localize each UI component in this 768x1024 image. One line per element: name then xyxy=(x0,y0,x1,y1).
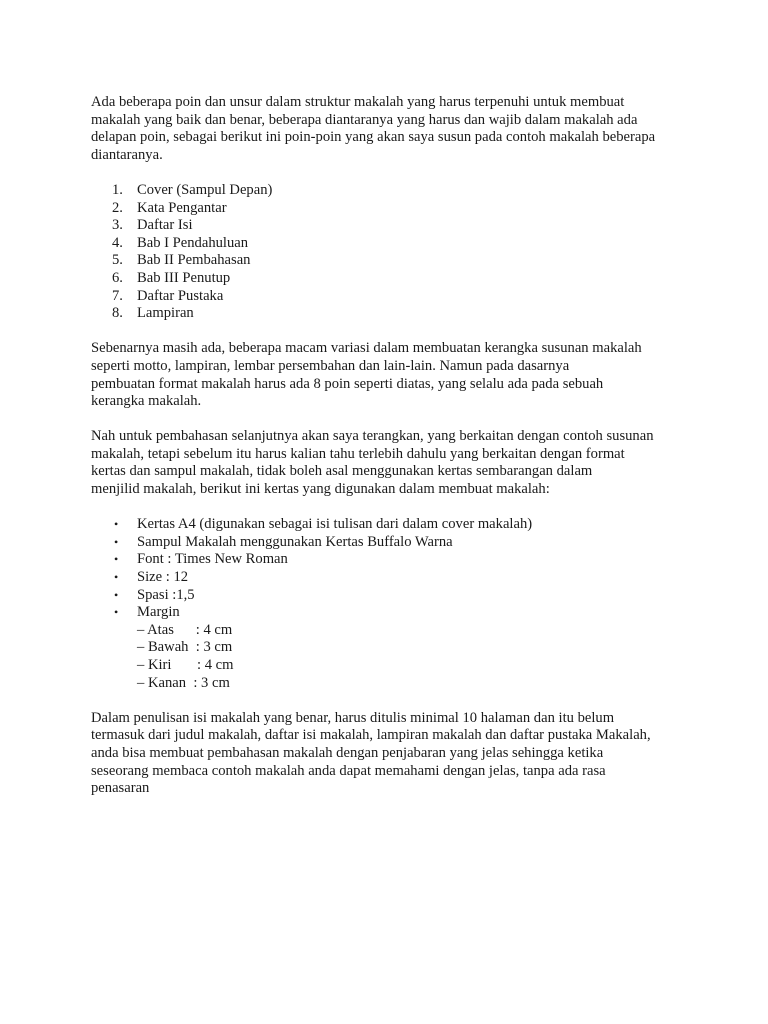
list-item xyxy=(91,604,688,622)
list-item xyxy=(91,270,688,288)
list-item-text: Lampiran xyxy=(137,305,194,322)
structure-list xyxy=(91,182,688,323)
list-item xyxy=(91,587,688,605)
bullet-icon: • xyxy=(114,517,119,532)
text-line: menjilid makalah, berikut ini kertas yang digunakan dalam membuat makalah: xyxy=(91,481,550,498)
margin-item: – Bawah : 3 cm xyxy=(137,639,233,656)
list-number: 5. xyxy=(112,252,123,269)
variation-paragraph xyxy=(91,340,688,410)
bullet-icon: • xyxy=(114,587,119,602)
list-item-text: Bab I Pendahuluan xyxy=(137,234,249,251)
list-item-text: Kata Pengantar xyxy=(137,199,227,216)
margin-item: – Atas : 4 cm xyxy=(137,621,233,638)
list-item xyxy=(91,305,688,323)
list-number: 7. xyxy=(112,287,123,304)
text-line: kerangka makalah. xyxy=(91,393,202,410)
list-number: 8. xyxy=(112,305,123,322)
margin-item: – Kiri : 4 cm xyxy=(137,657,234,673)
list-number: 2. xyxy=(112,199,123,216)
list-item xyxy=(91,288,688,306)
list-item-text: Cover (Sampul Depan) xyxy=(137,181,273,198)
bullet-icon: • xyxy=(114,552,119,567)
text-line: Nah untuk pembahasan selanjutnya akan saya terangkan, yang berkaitan dengan contoh susunan xyxy=(91,428,654,445)
text-line: pembuatan format makalah harus ada 8 poin seperti diatas, yang selalu ada pada sebuah xyxy=(91,375,604,392)
text-line: diantaranya. xyxy=(91,146,163,163)
text-line: Sebenarnya masih ada, beberapa macam variasi dalam membuatan kerangka susunan makalah xyxy=(91,340,642,357)
text-line: seperti motto, lampiran, lembar persembahan dan lain-lain. Namun pada dasarnya xyxy=(91,357,570,374)
list-item-text: Daftar Pustaka xyxy=(137,287,224,304)
list-item-text: Font : Times New Roman xyxy=(137,551,288,568)
list-item xyxy=(91,516,688,534)
closing-paragraph xyxy=(91,710,688,798)
format-paragraph xyxy=(91,428,688,498)
list-number: 4. xyxy=(112,234,123,251)
margin-item: – Kanan : 3 cm xyxy=(137,674,230,691)
list-item xyxy=(91,217,688,235)
text-line: Dalam penulisan isi makalah yang benar, harus ditulis minimal 10 halaman dan itu belum xyxy=(91,709,615,726)
list-item-text: Size : 12 xyxy=(137,569,189,586)
list-item xyxy=(91,235,688,253)
list-item-text: Kertas A4 (digunakan sebagai isi tulisan dari dalam cover makalah) xyxy=(137,516,533,533)
list-number: 6. xyxy=(112,269,123,286)
list-item-text: Spasi :1,5 xyxy=(137,586,195,603)
list-item-text: Sampul Makalah menggunakan Kertas Buffalo Warna xyxy=(137,533,453,550)
bullet-icon: • xyxy=(114,570,119,585)
text-line: makalah yang baik dan benar, beberapa diantaranya yang harus dan wajib dalam makalah ada xyxy=(91,111,638,128)
list-item-text: Bab III Penutup xyxy=(137,269,231,286)
list-item xyxy=(91,551,688,569)
list-number: 3. xyxy=(112,217,123,234)
text-line: anda bisa membuat pembahasan makalah dengan penjabaran yang jelas sehingga ketika xyxy=(91,744,604,761)
list-item xyxy=(91,534,688,552)
list-item xyxy=(91,252,688,270)
bullet-icon: • xyxy=(114,605,119,620)
text-line: Ada beberapa poin dan unsur dalam struktur makalah yang harus terpenuhi untuk membuat xyxy=(91,94,625,110)
text-line: penasaran xyxy=(91,780,150,797)
list-item-text: Daftar Isi xyxy=(137,217,193,234)
list-item-text: Margin xyxy=(137,604,180,621)
list-item xyxy=(91,569,688,587)
paper-format-list xyxy=(91,516,688,692)
list-item xyxy=(91,182,688,200)
list-item xyxy=(91,200,688,218)
bullet-icon: • xyxy=(114,534,119,549)
list-number: 1. xyxy=(112,181,123,198)
text-line: seseorang membaca contoh makalah anda dapat memahami dengan jelas, tanpa ada rasa xyxy=(91,762,606,779)
intro-paragraph xyxy=(91,94,688,164)
list-item-text: Bab II Pembahasan xyxy=(137,252,251,269)
text-line: kertas dan sampul makalah, tidak boleh asal menggunakan kertas sembarangan dalam xyxy=(91,463,593,480)
text-line: termasuk dari judul makalah, daftar isi makalah, lampiran makalah dan daftar pustaka Makalah, xyxy=(91,727,651,744)
text-line: delapan poin, sebagai berikut ini poin-poin yang akan saya susun pada contoh makalah beberapa xyxy=(91,129,656,146)
text-line: makalah, tetapi sebelum itu harus kalian tahu terlebih dahulu yang berkaitan dengan format xyxy=(91,445,625,462)
